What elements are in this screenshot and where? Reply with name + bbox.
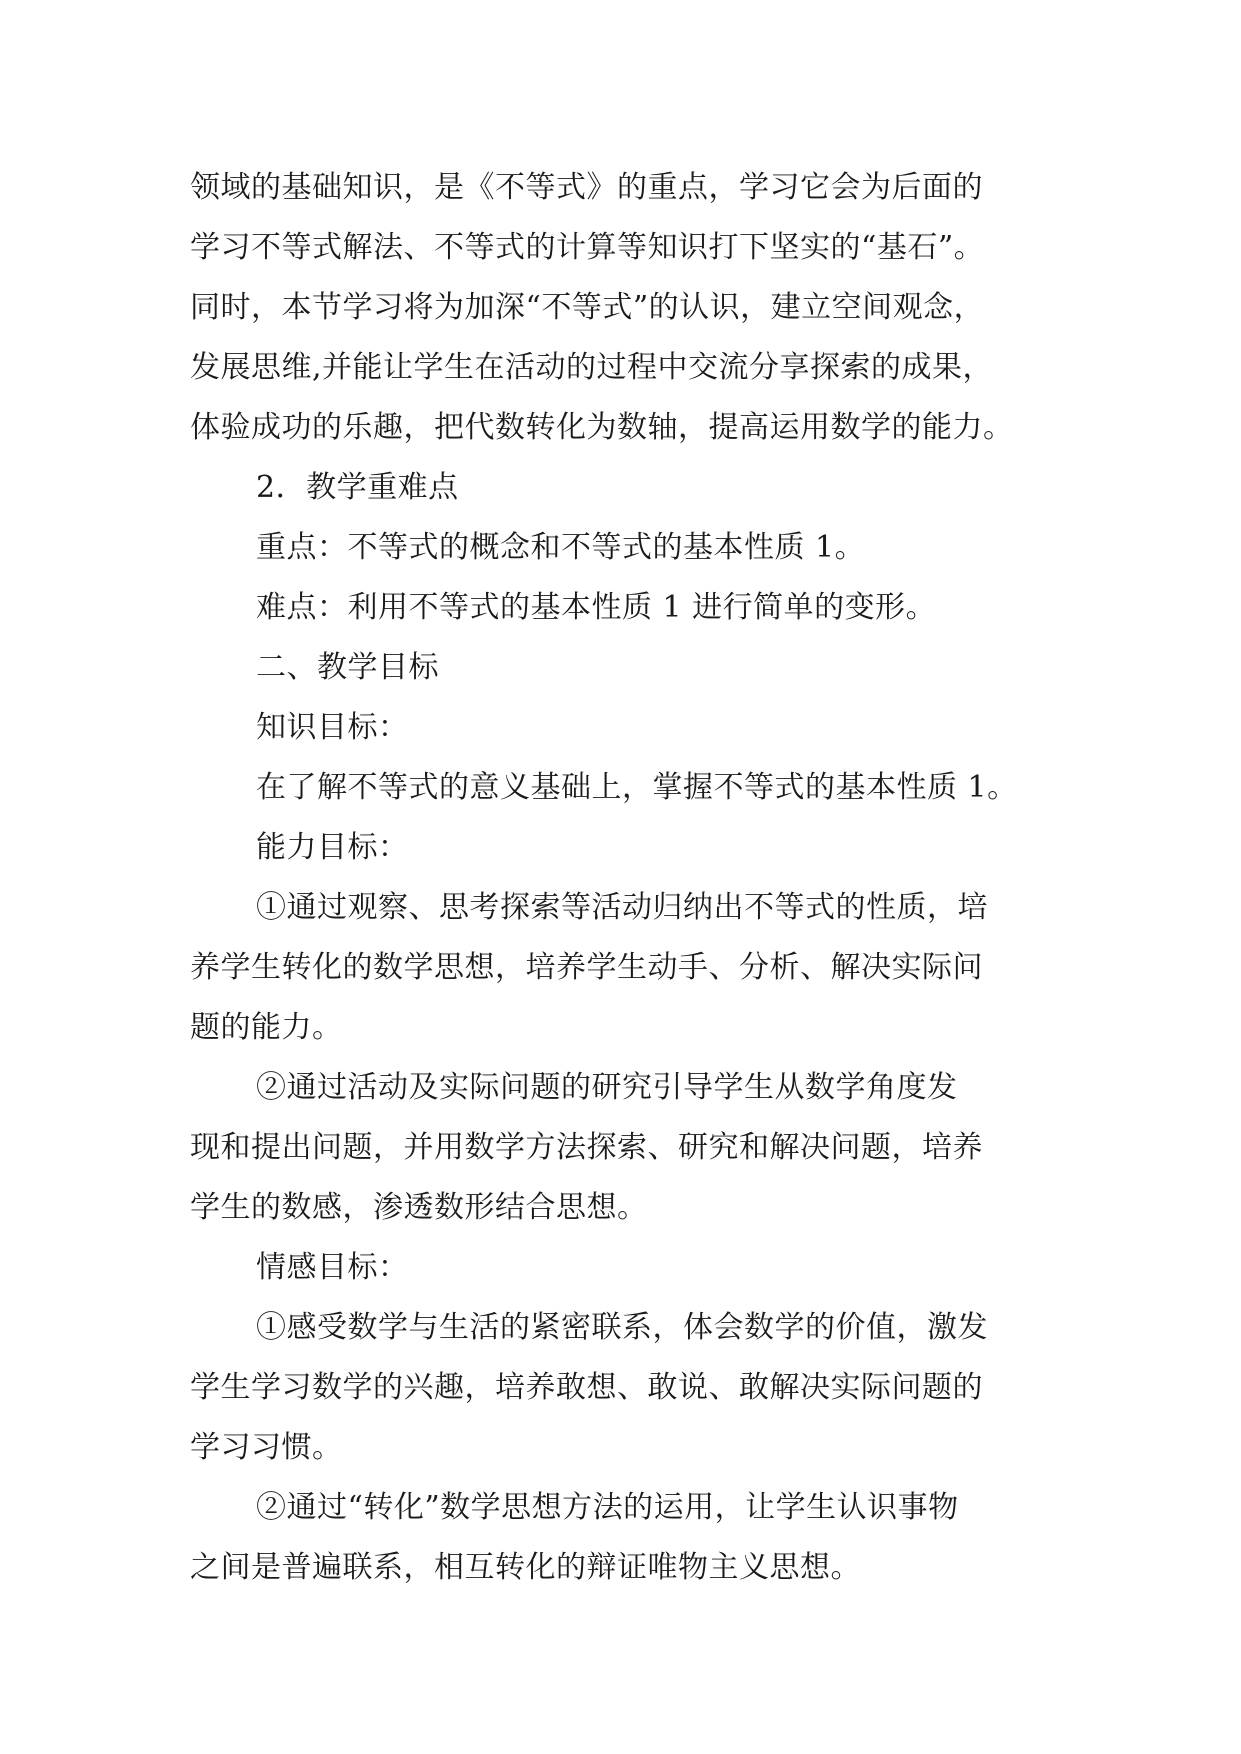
subsection-heading: 情感目标： (256, 1250, 409, 1285)
text-line: 之间是普遍联系，相互转化的辩证唯物主义思想。 (190, 1550, 861, 1585)
text-line: 题的能力。 (190, 1010, 343, 1045)
text-line: ②通过“转化”数学思想方法的运用，让学生认识事物 (256, 1490, 959, 1525)
document-body (190, 158, 1050, 1598)
text-line: 体验成功的乐趣，把代数转化为数轴，提高运用数学的能力。 (190, 410, 1014, 445)
text-line: ②通过活动及实际问题的研究引导学生从数学角度发 (256, 1070, 958, 1105)
text-line: 现和提出问题，并用数学方法探索、研究和解决问题，培养 (190, 1130, 983, 1165)
subsection-heading: 能力目标： (256, 830, 409, 865)
text-line: 发展思维,并能让学生在活动的过程中交流分享探索的成果， (190, 350, 994, 385)
text-line: 在了解不等式的意义基础上，掌握不等式的基本性质 1。 (256, 770, 1018, 805)
text-line: 同时，本节学习将为加深“不等式”的认识，建立空间观念， (190, 290, 985, 325)
section-heading: 二、教学目标 (256, 650, 439, 685)
text-line: 学习习惯。 (190, 1430, 343, 1465)
subsection-heading: 知识目标： (256, 710, 409, 745)
text-line: 养学生转化的数学思想，培养学生动手、分析、解决实际问 (190, 950, 983, 985)
text-line: 领域的基础知识，是《不等式》的重点，学习它会为后面的 (190, 170, 983, 205)
text-line: ①通过观察、思考探索等活动归纳出不等式的性质，培 (256, 890, 988, 925)
text-line: 学生的数感，渗透数形结合思想。 (190, 1190, 648, 1225)
section-heading: 2．教学重难点 (256, 470, 459, 505)
text-line: 重点：不等式的概念和不等式的基本性质 1。 (256, 530, 866, 565)
text-line: 难点：利用不等式的基本性质 1 进行简单的变形。 (256, 590, 937, 625)
text-line: 学习不等式解法、不等式的计算等知识打下坚实的“基石”。 (190, 230, 985, 265)
text-line: 学生学习数学的兴趣，培养敢想、敢说、敢解决实际问题的 (190, 1370, 983, 1405)
text-line: ①感受数学与生活的紧密联系，体会数学的价值，激发 (256, 1310, 988, 1345)
